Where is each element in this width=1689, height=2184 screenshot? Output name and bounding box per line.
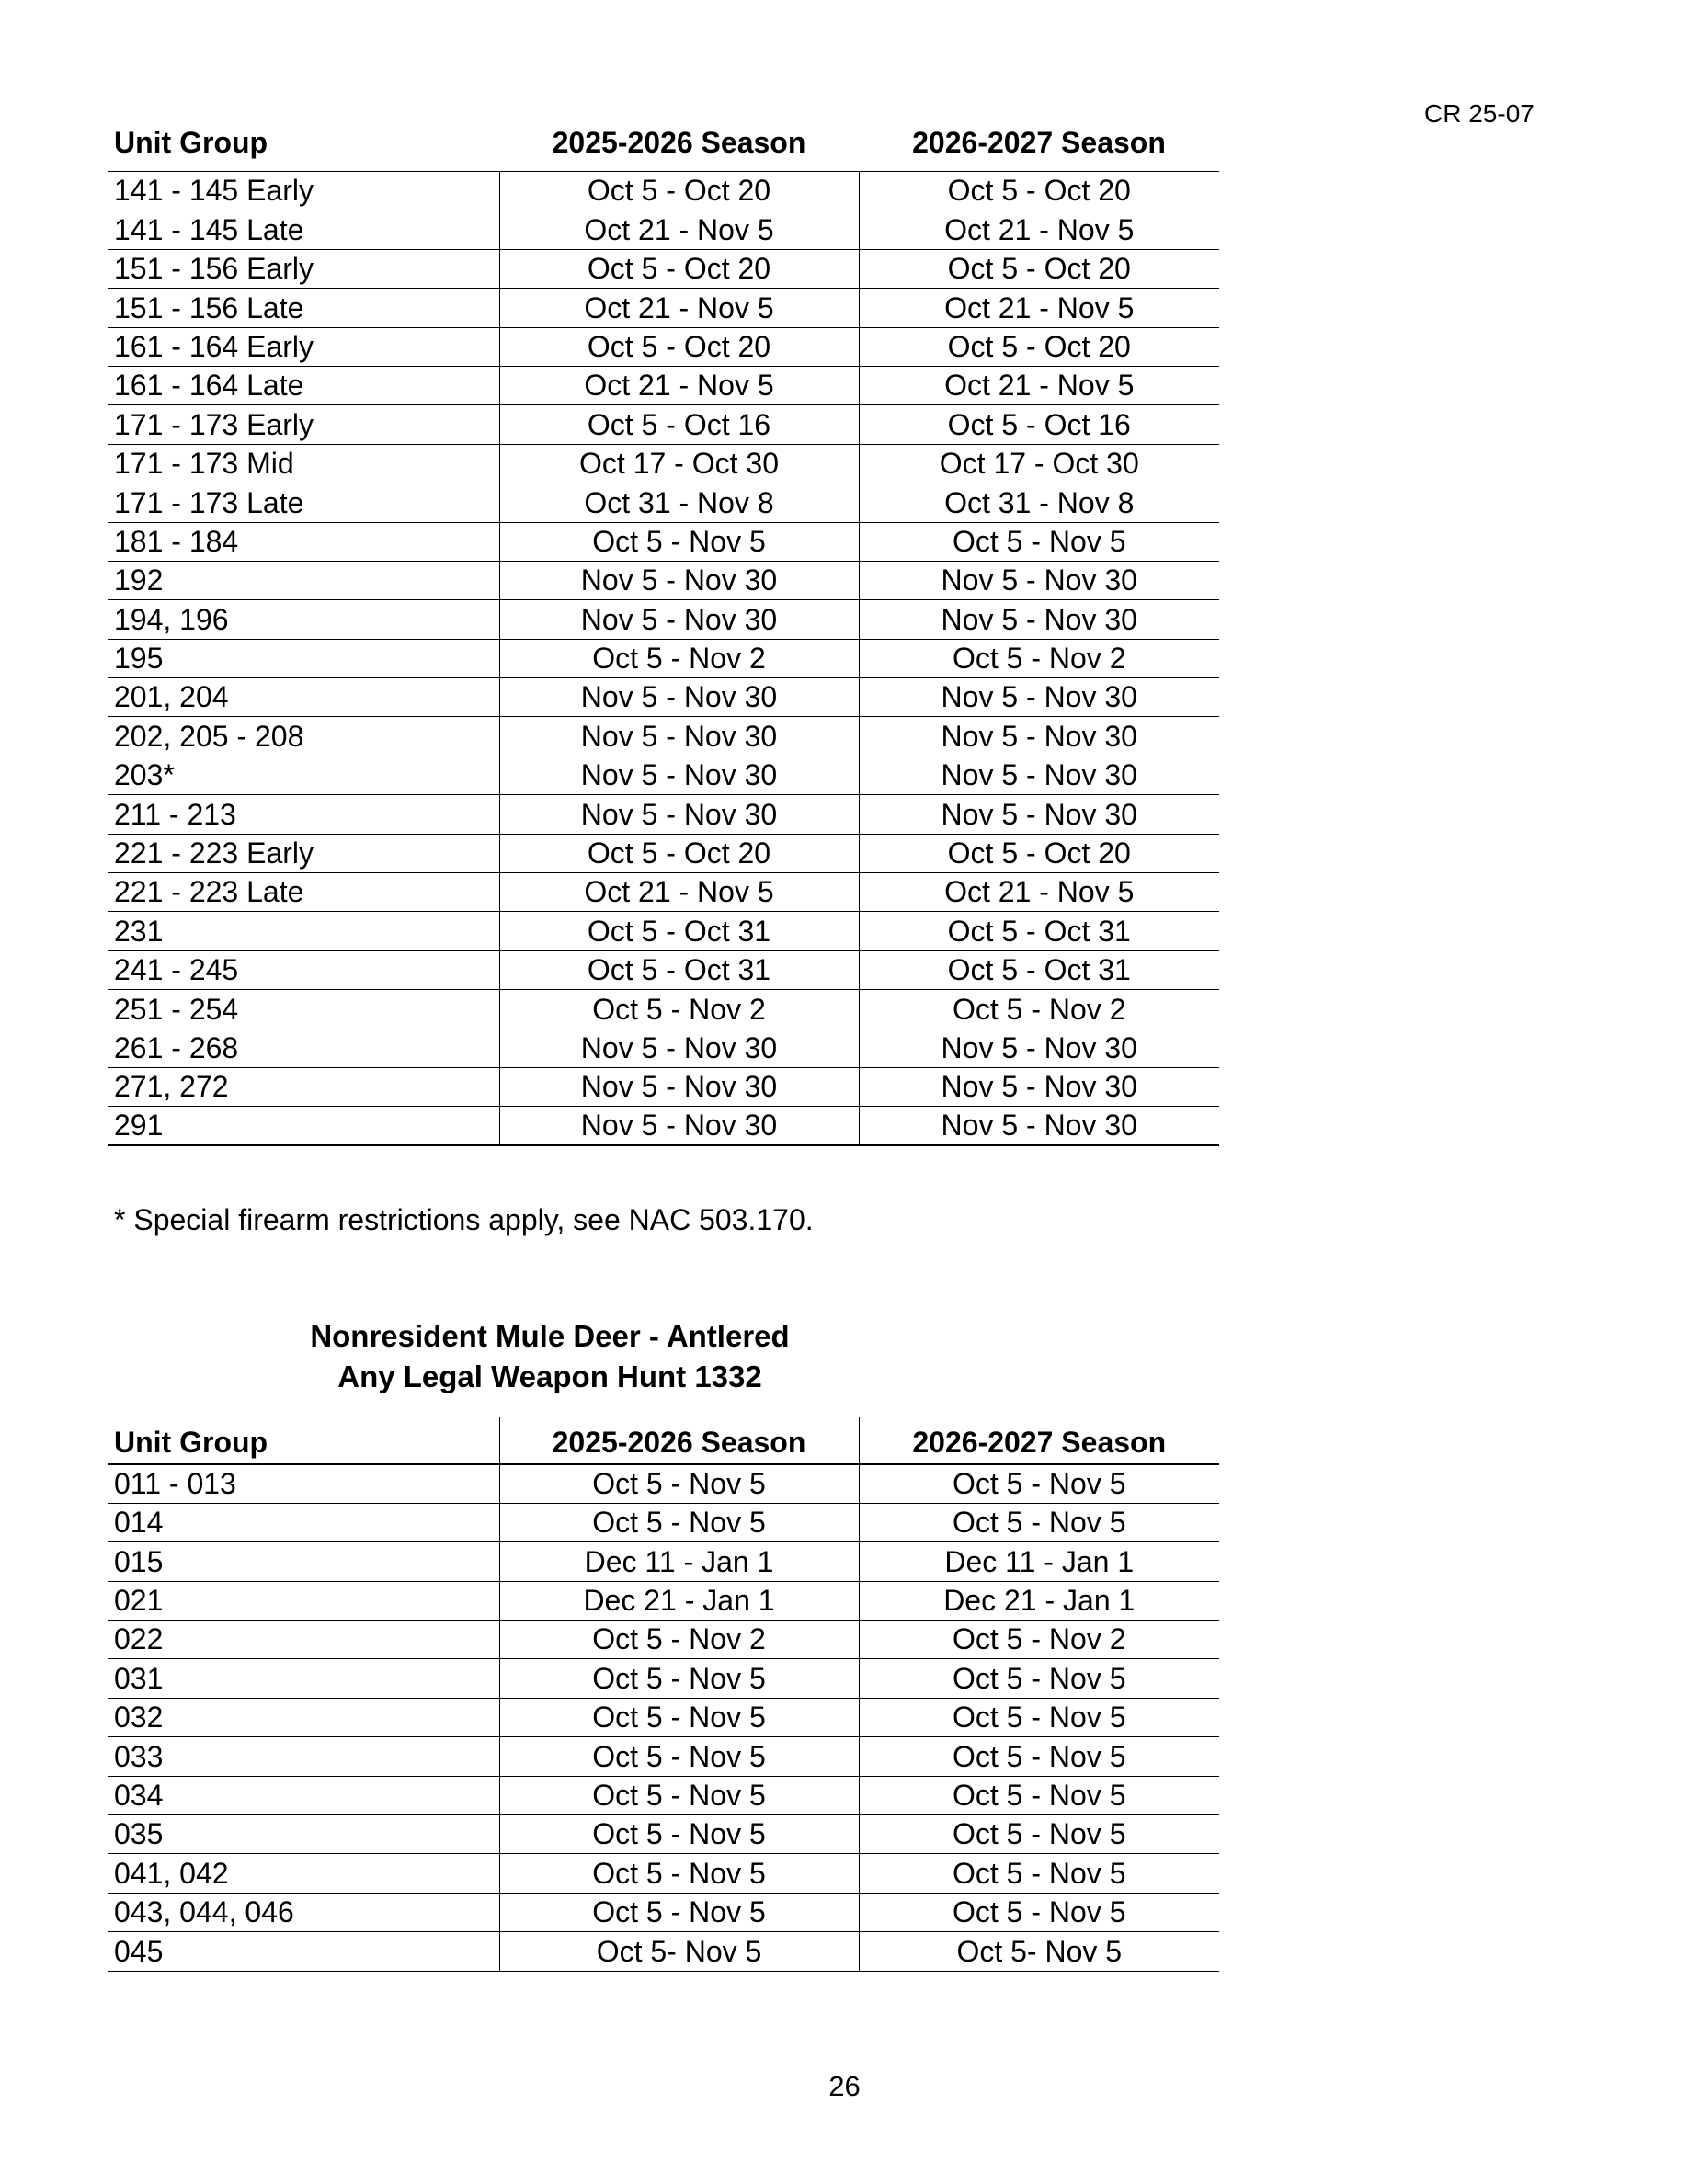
- season-2026-2027-cell: Oct 5 - Nov 2: [859, 639, 1219, 677]
- table-row: [108, 1698, 1219, 1736]
- season-2025-2026-cell: Oct 5 - Oct 20: [499, 327, 859, 366]
- season-2026-2027-cell: Dec 21 - Jan 1: [859, 1581, 1219, 1620]
- table-row: [108, 1107, 1219, 1145]
- header-season-2025-2026: 2025-2026 Season: [552, 126, 806, 159]
- season-2026-2027-cell: Oct 5 - Nov 5: [859, 1737, 1219, 1776]
- season-2025-2026-cell: Oct 21 - Nov 5: [499, 210, 859, 249]
- unit-group-cell: 161 - 164 Late: [108, 366, 499, 404]
- season-2025-2026-cell: Oct 5 - Oct 20: [499, 834, 859, 872]
- season-2025-2026-cell: Oct 5 - Nov 5: [499, 1893, 859, 1931]
- season-2025-2026-cell: Oct 5 - Nov 5: [499, 1776, 859, 1814]
- season-table-1: [108, 108, 1219, 1146]
- table-row: [108, 1067, 1219, 1106]
- table-row: [108, 1659, 1219, 1698]
- unit-group-cell: 045: [108, 1932, 499, 1971]
- unit-group-cell: 171 - 173 Late: [108, 483, 499, 522]
- table-row: [108, 1621, 1219, 1659]
- season-2026-2027-cell: Oct 5 - Nov 2: [859, 990, 1219, 1029]
- unit-group-cell: 203*: [108, 756, 499, 794]
- season-2025-2026-cell: Oct 21 - Nov 5: [499, 289, 859, 327]
- season-2025-2026-cell: Nov 5 - Nov 30: [499, 561, 859, 599]
- unit-group-cell: 151 - 156 Late: [108, 289, 499, 327]
- season-2026-2027-cell: Nov 5 - Nov 30: [859, 561, 1219, 599]
- season-2025-2026-cell: Oct 21 - Nov 5: [499, 366, 859, 404]
- table-row: [108, 172, 1219, 210]
- season-2026-2027-cell: Oct 5 - Nov 5: [859, 1698, 1219, 1736]
- season-2026-2027-cell: Oct 5 - Nov 5: [859, 1893, 1219, 1931]
- season-2026-2027-cell: Oct 5 - Oct 16: [859, 405, 1219, 444]
- unit-group-cell: 141 - 145 Early: [108, 172, 499, 210]
- unit-group-cell: 211 - 213: [108, 795, 499, 834]
- table-row: [108, 249, 1219, 288]
- unit-group-cell: 201, 204: [108, 678, 499, 717]
- season-2025-2026-cell: Oct 5 - Nov 5: [499, 1464, 859, 1503]
- season-2026-2027-cell: Nov 5 - Nov 30: [859, 1067, 1219, 1106]
- season-2026-2027-cell: Dec 11 - Jan 1: [859, 1542, 1219, 1581]
- season-2025-2026-cell: Oct 17 - Oct 30: [499, 444, 859, 483]
- unit-group-cell: 161 - 164 Early: [108, 327, 499, 366]
- season-2026-2027-cell: Oct 21 - Nov 5: [859, 289, 1219, 327]
- season-2026-2027-cell: Nov 5 - Nov 30: [859, 756, 1219, 794]
- unit-group-cell: 041, 042: [108, 1854, 499, 1893]
- season-2026-2027-cell: Oct 5 - Nov 2: [859, 1621, 1219, 1659]
- table-row: [108, 834, 1219, 872]
- unit-group-cell: 151 - 156 Early: [108, 249, 499, 288]
- table-row: [108, 327, 1219, 366]
- season-2025-2026-cell: Oct 5 - Nov 2: [499, 1621, 859, 1659]
- season-2025-2026-cell: Oct 5 - Nov 5: [499, 1815, 859, 1854]
- document-code: CR 25-07: [1424, 99, 1535, 128]
- unit-group-cell: 031: [108, 1659, 499, 1698]
- header-unit-group: Unit Group: [114, 126, 268, 159]
- season-2026-2027-cell: Oct 31 - Nov 8: [859, 483, 1219, 522]
- unit-group-cell: 043, 044, 046: [108, 1893, 499, 1931]
- season-2026-2027-cell: Oct 5 - Oct 20: [859, 172, 1219, 210]
- season-2025-2026-cell: Oct 5 - Oct 31: [499, 950, 859, 989]
- section-title: [108, 1316, 1219, 1397]
- season-2025-2026-cell: Oct 5- Nov 5: [499, 1932, 859, 1971]
- season-2026-2027-cell: Oct 5- Nov 5: [859, 1932, 1219, 1971]
- season-2025-2026-cell: Nov 5 - Nov 30: [499, 1029, 859, 1067]
- table-row: [108, 1776, 1219, 1814]
- table-row: [108, 600, 1219, 639]
- season-2026-2027-cell: Oct 21 - Nov 5: [859, 210, 1219, 249]
- season-2025-2026-cell: Oct 5 - Nov 2: [499, 639, 859, 677]
- season-2026-2027-cell: Nov 5 - Nov 30: [859, 600, 1219, 639]
- unit-group-cell: 195: [108, 639, 499, 677]
- season-2026-2027-cell: Oct 17 - Oct 30: [859, 444, 1219, 483]
- table-row: [108, 522, 1219, 561]
- season-2026-2027-cell: Nov 5 - Nov 30: [859, 717, 1219, 756]
- season-2025-2026-cell: Oct 5 - Nov 5: [499, 522, 859, 561]
- unit-group-cell: 171 - 173 Mid: [108, 444, 499, 483]
- unit-group-cell: 271, 272: [108, 1067, 499, 1106]
- table-row: [108, 1737, 1219, 1776]
- table-row: [108, 1581, 1219, 1620]
- table-row: [108, 366, 1219, 404]
- season-2025-2026-cell: Oct 5 - Nov 5: [499, 1737, 859, 1776]
- season-2025-2026-cell: Nov 5 - Nov 30: [499, 795, 859, 834]
- season-2026-2027-cell: Oct 5 - Nov 5: [859, 1776, 1219, 1814]
- season-2025-2026-cell: Dec 21 - Jan 1: [499, 1581, 859, 1620]
- table-row: [108, 1029, 1219, 1067]
- table-row: [108, 405, 1219, 444]
- season-2025-2026-cell: Oct 5 - Oct 31: [499, 912, 859, 950]
- unit-group-cell: 035: [108, 1815, 499, 1854]
- season-2025-2026-cell: Oct 5 - Oct 20: [499, 249, 859, 288]
- table-row: [108, 483, 1219, 522]
- unit-group-cell: 015: [108, 1542, 499, 1581]
- section-title-line1: Nonresident Mule Deer - Antlered: [310, 1319, 790, 1353]
- season-2025-2026-cell: Oct 31 - Nov 8: [499, 483, 859, 522]
- header-season-2025-2026: 2025-2026 Season: [499, 1417, 859, 1464]
- season-2025-2026-cell: Nov 5 - Nov 30: [499, 678, 859, 717]
- season-2026-2027-cell: Oct 5 - Nov 5: [859, 1464, 1219, 1503]
- unit-group-cell: 192: [108, 561, 499, 599]
- header-season-2026-2027: 2026-2027 Season: [859, 1417, 1219, 1464]
- season-2025-2026-cell: Oct 5 - Oct 20: [499, 172, 859, 210]
- header-unit-group: Unit Group: [114, 1426, 268, 1459]
- unit-group-cell: 171 - 173 Early: [108, 405, 499, 444]
- page-number: 26: [828, 2070, 861, 2102]
- season-2026-2027-cell: Oct 5 - Nov 5: [859, 1854, 1219, 1893]
- table-row: [108, 1893, 1219, 1931]
- season-2026-2027-cell: Oct 5 - Nov 5: [859, 522, 1219, 561]
- season-2025-2026-cell: Nov 5 - Nov 30: [499, 717, 859, 756]
- season-2025-2026-cell: Oct 5 - Oct 16: [499, 405, 859, 444]
- season-2025-2026-cell: Oct 21 - Nov 5: [499, 873, 859, 912]
- unit-group-cell: 034: [108, 1776, 499, 1814]
- season-2026-2027-cell: Nov 5 - Nov 30: [859, 1107, 1219, 1145]
- unit-group-cell: 231: [108, 912, 499, 950]
- unit-group-cell: 194, 196: [108, 600, 499, 639]
- unit-group-cell: 014: [108, 1503, 499, 1541]
- table-row: [108, 1854, 1219, 1893]
- table-body: [108, 172, 1219, 1146]
- unit-group-cell: 022: [108, 1621, 499, 1659]
- table-header-row: [108, 108, 1219, 172]
- table-row: [108, 1932, 1219, 1971]
- unit-group-cell: 202, 205 - 208: [108, 717, 499, 756]
- table-row: [108, 990, 1219, 1029]
- unit-group-cell: 221 - 223 Late: [108, 873, 499, 912]
- table-row: [108, 678, 1219, 717]
- season-2026-2027-cell: Oct 5 - Nov 5: [859, 1659, 1219, 1698]
- season-2025-2026-cell: Nov 5 - Nov 30: [499, 1107, 859, 1145]
- unit-group-cell: 141 - 145 Late: [108, 210, 499, 249]
- season-2025-2026-cell: Oct 5 - Nov 5: [499, 1854, 859, 1893]
- season-2025-2026-cell: Oct 5 - Nov 2: [499, 990, 859, 1029]
- unit-group-cell: 261 - 268: [108, 1029, 499, 1067]
- season-2026-2027-cell: Oct 5 - Oct 20: [859, 327, 1219, 366]
- header-season-2026-2027: 2026-2027 Season: [912, 126, 1166, 159]
- season-2026-2027-cell: Oct 5 - Oct 31: [859, 950, 1219, 989]
- season-2025-2026-cell: Oct 5 - Nov 5: [499, 1698, 859, 1736]
- unit-group-cell: 033: [108, 1737, 499, 1776]
- season-2026-2027-cell: Nov 5 - Nov 30: [859, 678, 1219, 717]
- table-row: [108, 1542, 1219, 1581]
- season-2026-2027-cell: Oct 5 - Nov 5: [859, 1503, 1219, 1541]
- table-row: [108, 210, 1219, 249]
- table-row: [108, 950, 1219, 989]
- unit-group-cell: 291: [108, 1107, 499, 1145]
- table-row: [108, 1464, 1219, 1503]
- table-row: [108, 289, 1219, 327]
- season-2026-2027-cell: Oct 21 - Nov 5: [859, 873, 1219, 912]
- season-2025-2026-cell: Oct 5 - Nov 5: [499, 1659, 859, 1698]
- unit-group-cell: 011 - 013: [108, 1464, 499, 1503]
- unit-group-cell: 241 - 245: [108, 950, 499, 989]
- table-header-row: [108, 1417, 1219, 1464]
- season-2025-2026-cell: Oct 5 - Nov 5: [499, 1503, 859, 1541]
- table-row: [108, 444, 1219, 483]
- season-2026-2027-cell: Oct 5 - Oct 31: [859, 912, 1219, 950]
- unit-group-cell: 181 - 184: [108, 522, 499, 561]
- season-2026-2027-cell: Nov 5 - Nov 30: [859, 1029, 1219, 1067]
- table-row: [108, 1503, 1219, 1541]
- season-2026-2027-cell: Oct 5 - Nov 5: [859, 1815, 1219, 1854]
- unit-group-cell: 021: [108, 1581, 499, 1620]
- table-row: [108, 561, 1219, 599]
- table-row: [108, 1815, 1219, 1854]
- section-title-line2: Any Legal Weapon Hunt 1332: [337, 1359, 762, 1393]
- table-row: [108, 639, 1219, 677]
- table-body: [108, 1464, 1219, 1971]
- season-2026-2027-cell: Oct 5 - Oct 20: [859, 834, 1219, 872]
- season-2025-2026-cell: Nov 5 - Nov 30: [499, 1067, 859, 1106]
- season-2025-2026-cell: Nov 5 - Nov 30: [499, 756, 859, 794]
- season-2025-2026-cell: Nov 5 - Nov 30: [499, 600, 859, 639]
- season-2025-2026-cell: Dec 11 - Jan 1: [499, 1542, 859, 1581]
- season-2026-2027-cell: Oct 5 - Oct 20: [859, 249, 1219, 288]
- season-table-2: [108, 1417, 1219, 1972]
- table-row: [108, 717, 1219, 756]
- table-row: [108, 795, 1219, 834]
- table-row: [108, 912, 1219, 950]
- unit-group-cell: 251 - 254: [108, 990, 499, 1029]
- table-row: [108, 756, 1219, 794]
- footnote: * Special firearm restrictions apply, see NAC 503.170.: [114, 1203, 814, 1236]
- table-row: [108, 873, 1219, 912]
- season-2026-2027-cell: Oct 21 - Nov 5: [859, 366, 1219, 404]
- season-2026-2027-cell: Nov 5 - Nov 30: [859, 795, 1219, 834]
- unit-group-cell: 221 - 223 Early: [108, 834, 499, 872]
- unit-group-cell: 032: [108, 1698, 499, 1736]
